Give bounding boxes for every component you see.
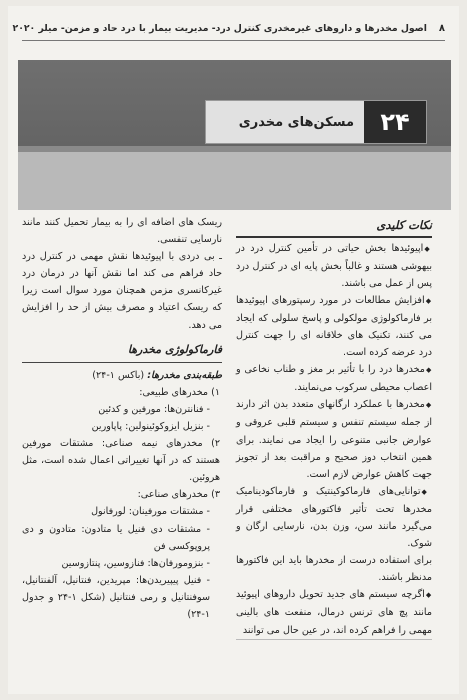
list-item: - بنزومورفان‌ها: فنازوسین، پنتازوسین [61, 557, 210, 569]
running-title: اصول مخدرها و داروهای غیرمخدری کنترل درد- مدیریت بیمار با درد حاد و مزمن- میلر ۲۰۲۰ [12, 22, 427, 34]
list-item: - فنیل پیپیریدن‌ها: مپریدین، فنتانیل، آلفنتانیل، سوفنتانیل و رمی فنتانیل (شکل ۱-۲۴ و جدول ۱-۲۴) [22, 574, 210, 620]
key-point: ◆ مخدرها درد را با تأثیر بر مغز و طناب نخاعی و اعصاب محیطی سرکوب می‌نمایند. [236, 361, 432, 396]
key-point-continuation: برای استفاده درست از مخدرها باید این فاکتورها مدنظر باشند. [236, 555, 432, 584]
list-item: - بنزیل ایزوکوئینولین: پاپاورین [91, 420, 210, 432]
running-header [12, 18, 445, 38]
key-point: ◆ افزایش مطالعات در مورد رسپتورهای اپیوئیدها بر فارماکولوژی مولکولی و پاسخ سلولی که ایجاد می کنند، تکنیک های خلاقانه ای را جهت کنترل درد عرضه کرده است. [236, 292, 432, 361]
list-item: ۳) مخدرهای صناعی: [137, 489, 220, 501]
classification-line [22, 367, 222, 384]
key-point: ◆ اپیوئیدها بخش حیاتی در تأمین کنترل درد در بیهوشی هستند و غالباً بخش پایه ای در کنترل درد پس از عمل می باشند. [236, 240, 432, 292]
key-point: ◆ اگرچه سیستم های جدید تحویل داروهای اپیوئید مانند پچ های ترنس درمال، منفعت های بالینی مهمی را فراهم کرده اند، در عین حال می توانند [236, 586, 432, 638]
section-rule [22, 362, 222, 363]
body-column [22, 214, 222, 623]
list-item: ۱) مخدرهای طبیعی: [139, 386, 220, 398]
key-points-column [236, 214, 432, 640]
header-rule [22, 40, 445, 41]
body-paragraph: ـ بی دردی با اپیوئیدها نقش مهمی در کنترل درد حاد فراهم می کند اما نقش آنها در درمان درد غیرکانسری مزمن همچنان مورد سوال است زیرا که ریسک اعتیاد و مصرف بیش از حد را افزایش می دهد. [22, 251, 222, 331]
body-paragraph: ریسک های اضافه ای را به بیمار تحمیل کنند مانند نارسایی تنفسی. [22, 217, 222, 246]
key-points-rule [236, 236, 432, 238]
list-item: ۲) مخدرهای نیمه صناعی: مشتقات مورفین هستند که در آنها تغییراتی اعمال شده است، مثل هروئین. [22, 438, 220, 484]
key-point: ◆ توانایی‌های فارماکوکینتیک و فارماکودینامیک مخدرها تحت تأثیر فاکتورهای مختلفی قرار می‌گیرد مانند سن، وزن بدن، نارسایی ارگان و شوک. [236, 483, 432, 552]
chapter-heading [205, 100, 427, 144]
page-number: ۸ [438, 22, 445, 34]
key-point: ◆ مخدرها با عملکرد ارگانهای متعدد بدن اثر دارند از جمله سیستم تنفس و سیستم قلبی عروقی و عوارض جانبی متنوعی را ایجاد می نمایند. برای همین انتخاب دوز صحیح و مراقبت بعد از تجویز جهت کاهش عوارض لازم است. [236, 396, 432, 482]
section-title: فارماکولوژی مخدرها [127, 342, 222, 356]
list-item: - فنانترن‌ها: مورفین و کدئین [98, 403, 210, 415]
list-item: - مشتقات مورفینان: لورفانول [91, 506, 210, 518]
classification-ref: (باکس ۱-۲۴) [92, 369, 145, 381]
key-points-list [236, 240, 432, 640]
banner-light-band [18, 152, 451, 210]
key-points-heading: نکات کلیدی [376, 218, 432, 232]
classification-heading: طبقه‌بندی مخدرها: [147, 369, 222, 381]
chapter-title: مسکن‌های مخدری [238, 114, 354, 130]
list-item: - مشتقات دی فنیل یا متادون: متادون و دی پروپوکسی فن [22, 523, 210, 552]
chapter-number: ۲۴ [364, 101, 426, 143]
